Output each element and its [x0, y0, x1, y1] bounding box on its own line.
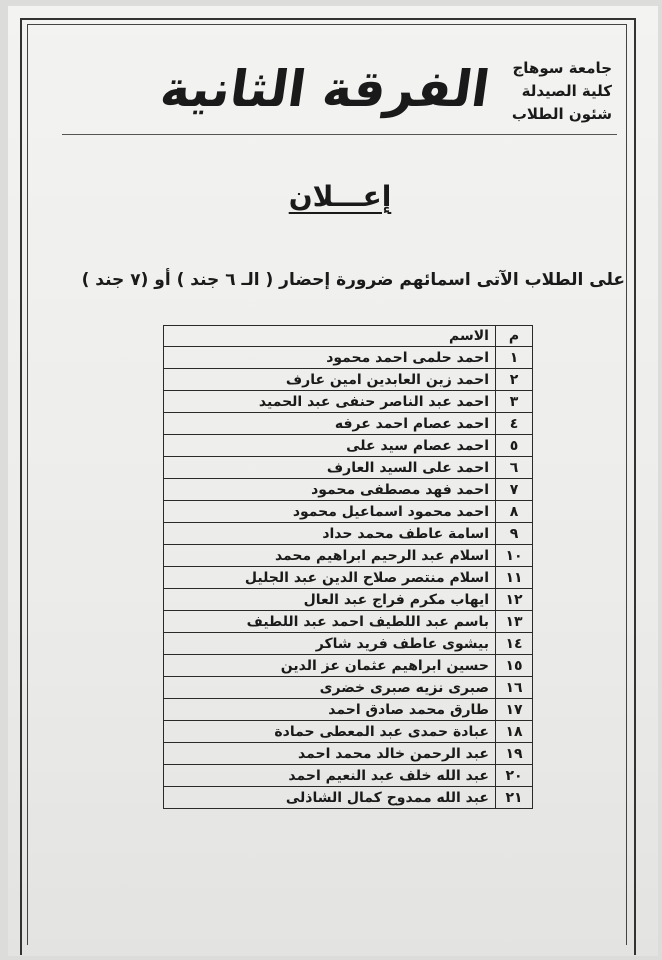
row-number: ١١	[496, 567, 533, 589]
student-name: صبرى نزيه صبرى خضرى	[164, 677, 496, 699]
student-name: احمد عصام احمد عرفه	[164, 413, 496, 435]
table-row	[164, 567, 533, 589]
row-number: ١٨	[496, 721, 533, 743]
student-name: احمد عصام سيد على	[164, 435, 496, 457]
student-name: احمد زين العابدين امين عارف	[164, 369, 496, 391]
table-row	[164, 479, 533, 501]
table-row	[164, 787, 533, 809]
student-name: احمد فهد مصطفى محمود	[164, 479, 496, 501]
table-row	[164, 413, 533, 435]
student-name: ايهاب مكرم فراج عبد العال	[164, 589, 496, 611]
table-row	[164, 633, 533, 655]
table-row	[164, 435, 533, 457]
table-row	[164, 699, 533, 721]
row-number: ٢٠	[496, 765, 533, 787]
student-name: احمد عبد الناصر حنفى عبد الحميد	[164, 391, 496, 413]
table-row	[164, 677, 533, 699]
student-name: عبد الله ممدوح كمال الشاذلى	[164, 787, 496, 809]
table-row	[164, 611, 533, 633]
header-divider	[62, 134, 617, 135]
table-row	[164, 765, 533, 787]
row-number: ١٦	[496, 677, 533, 699]
row-number: ٧	[496, 479, 533, 501]
row-number: ٨	[496, 501, 533, 523]
table-row	[164, 655, 533, 677]
announcement-heading: إعـــلان	[288, 180, 392, 213]
student-name: عبادة حمدى عبد المعطى حمادة	[164, 721, 496, 743]
row-number: ٤	[496, 413, 533, 435]
table-row	[164, 523, 533, 545]
faculty-name: كلية الصيدلة	[521, 82, 612, 100]
table-row	[164, 589, 533, 611]
row-number: ٣	[496, 391, 533, 413]
student-name: اسلام منتصر صلاح الدين عبد الجليل	[164, 567, 496, 589]
row-number: ١٤	[496, 633, 533, 655]
row-number: ١٢	[496, 589, 533, 611]
row-number: ١	[496, 347, 533, 369]
student-name: عبد الله خلف عبد النعيم احمد	[164, 765, 496, 787]
row-number: ١٥	[496, 655, 533, 677]
table-row	[164, 457, 533, 479]
table-row	[164, 369, 533, 391]
row-number: ٢١	[496, 787, 533, 809]
row-number: ٢	[496, 369, 533, 391]
student-name: احمد على السيد العارف	[164, 457, 496, 479]
row-number: ٥	[496, 435, 533, 457]
row-number: ١٩	[496, 743, 533, 765]
table-row	[164, 391, 533, 413]
table-row	[164, 743, 533, 765]
department-name: شئون الطلاب	[511, 105, 612, 123]
page-title: الفرقة الثانية	[156, 60, 494, 118]
student-name: اسلام عبد الرحيم ابراهيم محمد	[164, 545, 496, 567]
row-number: ١٠	[496, 545, 533, 567]
student-name: حسين ابراهيم عثمان عز الدين	[164, 655, 496, 677]
row-number: ٦	[496, 457, 533, 479]
students-table	[163, 325, 533, 809]
table-row	[164, 721, 533, 743]
row-number: ١٣	[496, 611, 533, 633]
student-name: احمد حلمى احمد محمود	[164, 347, 496, 369]
student-name: باسم عبد اللطيف احمد عبد اللطيف	[164, 611, 496, 633]
student-name: اسامة عاطف محمد حداد	[164, 523, 496, 545]
announcement-notice: على الطلاب الآتى اسمائهم ضرورة إحضار ( الـ ٦ جند ) أو (٧ جند )	[81, 270, 625, 290]
student-name: عبد الرحمن خالد محمد احمد	[164, 743, 496, 765]
student-name: بيشوى عاطف فريد شاكر	[164, 633, 496, 655]
row-number: ٩	[496, 523, 533, 545]
column-header-number: م	[496, 326, 533, 347]
column-header-name: الاسم	[164, 326, 496, 347]
row-number: ١٧	[496, 699, 533, 721]
student-name: طارق محمد صادق احمد	[164, 699, 496, 721]
table-header-row	[164, 326, 533, 347]
table-row	[164, 347, 533, 369]
table-row	[164, 501, 533, 523]
university-name: جامعة سوهاج	[512, 59, 612, 77]
table-row	[164, 545, 533, 567]
student-name: احمد محمود اسماعيل محمود	[164, 501, 496, 523]
